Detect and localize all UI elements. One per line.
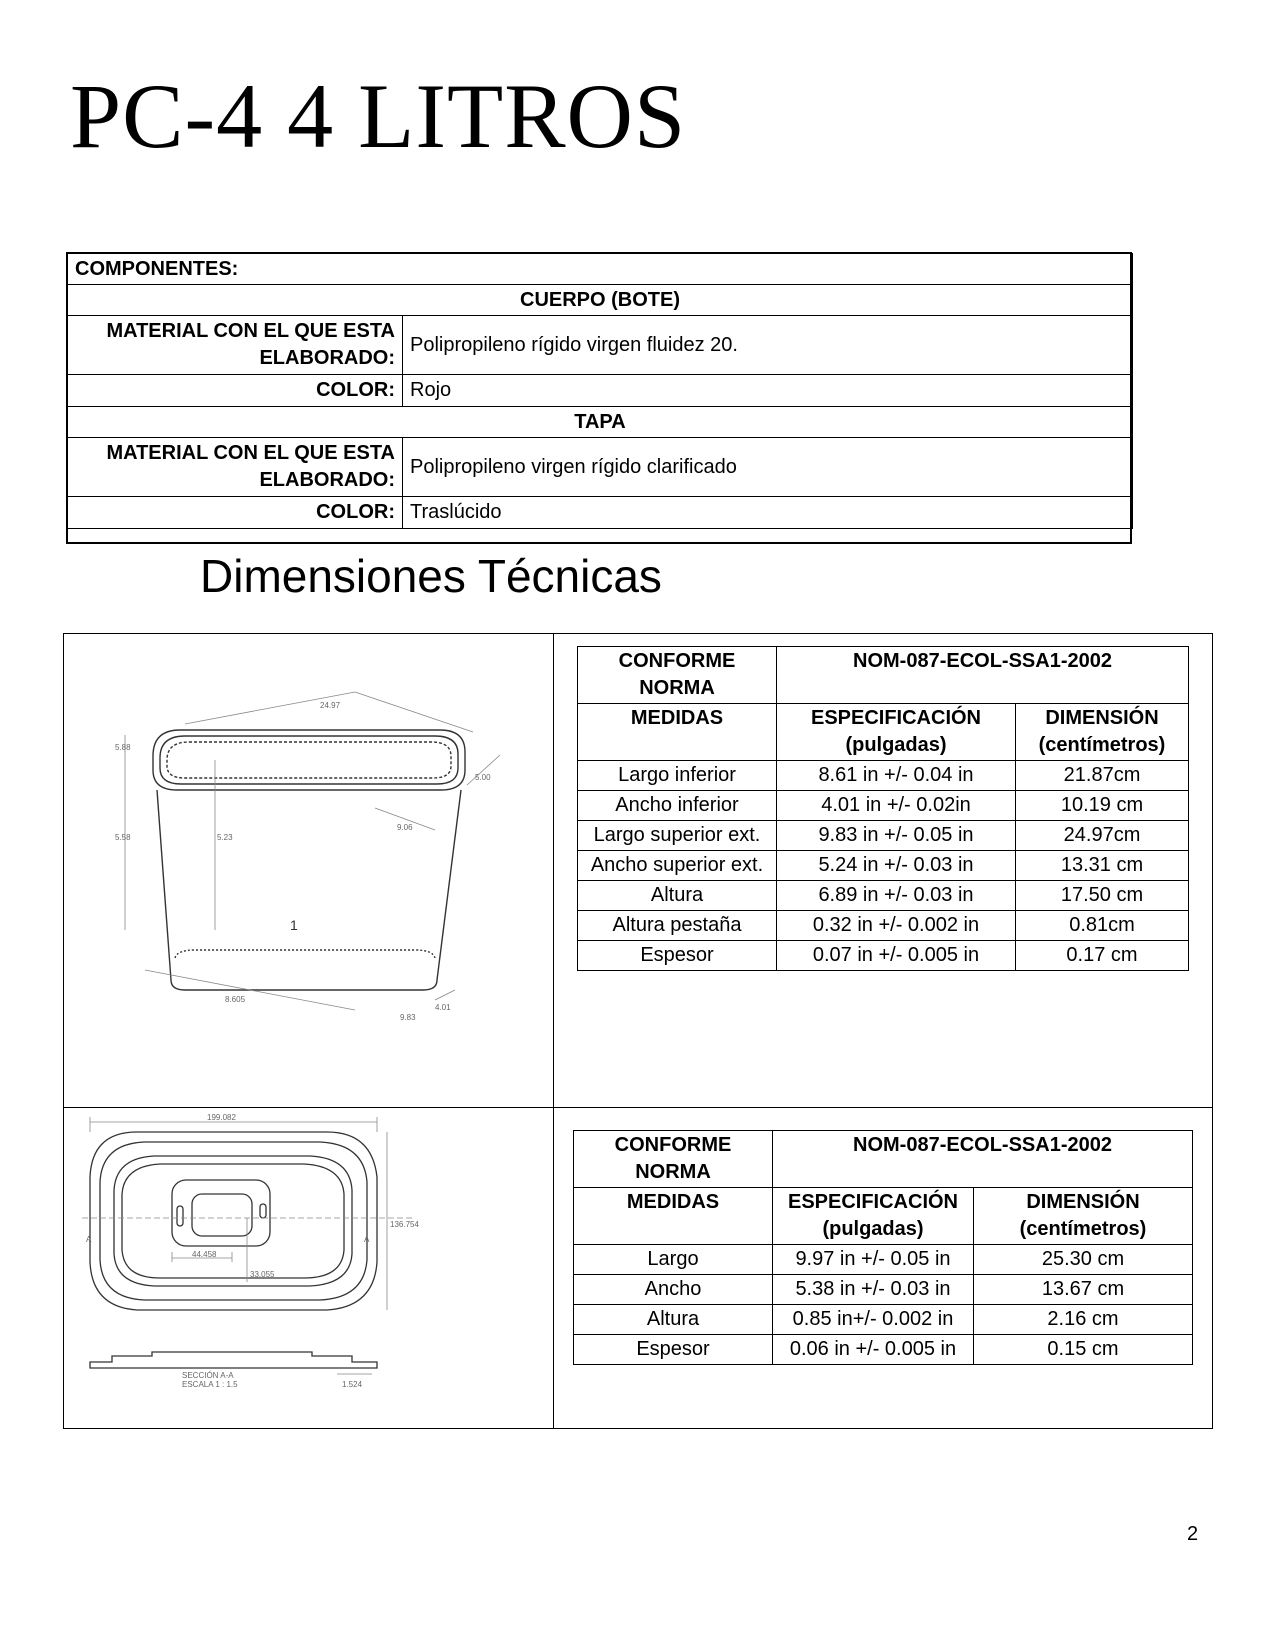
body-dim-width: 5.00	[475, 773, 491, 782]
table-row	[578, 761, 1189, 791]
material-label-line1: MATERIAL CON EL QUE ESTA	[106, 320, 395, 342]
body-dim-inner: 9.06	[397, 823, 413, 832]
lid-dim-length: 199.082	[207, 1113, 236, 1122]
table-row	[68, 438, 1133, 497]
frame-divider-vertical	[553, 633, 554, 1429]
table-row	[578, 704, 1189, 761]
spec-pulgadas: 0.07 in +/- 0.005 in	[777, 941, 1016, 971]
lid-section-header: TAPA	[68, 407, 1133, 438]
spec-medida: Largo	[574, 1245, 773, 1275]
spec-cm: 0.15 cm	[974, 1335, 1193, 1365]
section-marker-left: A	[86, 1235, 92, 1244]
spec-pulgadas: 9.97 in +/- 0.05 in	[773, 1245, 974, 1275]
material-label-line2: ELABORADO:	[259, 469, 395, 491]
material-label-line2: ELABORADO:	[259, 347, 395, 369]
spec-pulgadas: 4.01 in +/- 0.02in	[777, 791, 1016, 821]
table-row	[578, 647, 1189, 704]
table-row	[68, 285, 1133, 316]
conforme-header	[578, 647, 777, 704]
dimension-line1: DIMENSIÓN	[1045, 707, 1159, 729]
especificacion-header	[773, 1188, 974, 1245]
conforme-line1: CONFORME	[618, 650, 736, 672]
table-row	[578, 851, 1189, 881]
spec-medida: Largo inferior	[578, 761, 777, 791]
table-row	[574, 1305, 1193, 1335]
lid-section-label: SECCIÓN A-A	[182, 1371, 234, 1380]
spec-cm: 17.50 cm	[1016, 881, 1189, 911]
body-spec-table	[577, 646, 1189, 971]
especificacion-line1: ESPECIFICACIÓN	[787, 1191, 959, 1213]
color-label: COLOR:	[68, 375, 403, 407]
spec-cm: 0.81cm	[1016, 911, 1189, 941]
especificacion-line1: ESPECIFICACIÓN	[810, 707, 982, 729]
color-label: COLOR:	[68, 497, 403, 529]
lid-dim-slot-width: 33.055	[250, 1270, 275, 1279]
spec-pulgadas: 0.32 in +/- 0.002 in	[777, 911, 1016, 941]
lid-scale-label: ESCALA 1 : 1.5	[182, 1380, 238, 1389]
dimension-header	[1016, 704, 1189, 761]
spec-pulgadas: 9.83 in +/- 0.05 in	[777, 821, 1016, 851]
norma-header: NOM-087-ECOL-SSA1-2002	[773, 1131, 1193, 1188]
spec-medida: Espesor	[574, 1335, 773, 1365]
body-color-value: Rojo	[403, 375, 1133, 407]
norma-header: NOM-087-ECOL-SSA1-2002	[777, 647, 1189, 704]
body-dim-left: 5.88	[115, 743, 131, 752]
conforme-line1: CONFORME	[614, 1134, 732, 1156]
table-row	[574, 1245, 1193, 1275]
spec-cm: 13.67 cm	[974, 1275, 1193, 1305]
body-dim-bottom-width: 4.01	[435, 1003, 451, 1012]
table-row	[68, 254, 1133, 285]
spec-pulgadas: 0.85 in+/- 0.002 in	[773, 1305, 974, 1335]
table-row	[574, 1131, 1193, 1188]
spec-cm: 13.31 cm	[1016, 851, 1189, 881]
spec-pulgadas: 5.38 in +/- 0.03 in	[773, 1275, 974, 1305]
spec-medida: Altura	[574, 1305, 773, 1335]
table-row	[578, 881, 1189, 911]
page-number: 2	[1187, 1523, 1199, 1545]
components-heading: COMPONENTES:	[68, 254, 1133, 285]
spec-pulgadas: 6.89 in +/- 0.03 in	[777, 881, 1016, 911]
frame-divider-horizontal	[63, 1107, 1213, 1108]
table-row	[578, 941, 1189, 971]
lid-spec-table	[573, 1130, 1193, 1365]
page-title: PC-4 4 LITROS	[70, 65, 687, 167]
lid-dim-thickness: 1.524	[342, 1380, 363, 1389]
spec-cm: 24.97cm	[1016, 821, 1189, 851]
spec-medida: Ancho superior ext.	[578, 851, 777, 881]
container-body-drawing	[105, 690, 525, 1020]
section-marker-right: A	[364, 1235, 370, 1244]
material-label	[68, 438, 403, 497]
medidas-header: MEDIDAS	[578, 704, 777, 761]
spec-cm: 0.17 cm	[1016, 941, 1189, 971]
lid-color-value: Traslúcido	[403, 497, 1133, 529]
body-dim-mid: 5.23	[217, 833, 233, 842]
dimension-line2: (centímetros)	[1019, 1218, 1147, 1240]
spec-medida: Espesor	[578, 941, 777, 971]
body-dim-side: 5.58	[115, 833, 131, 842]
spec-cm: 21.87cm	[1016, 761, 1189, 791]
spec-cm: 10.19 cm	[1016, 791, 1189, 821]
table-row	[578, 911, 1189, 941]
table-row	[578, 791, 1189, 821]
table-row	[574, 1335, 1193, 1365]
conforme-header	[574, 1131, 773, 1188]
material-label-line1: MATERIAL CON EL QUE ESTA	[106, 442, 395, 464]
lid-material-value: Polipropileno virgen rígido clarificado	[403, 438, 1133, 497]
body-part-number: 1	[290, 917, 298, 933]
table-row	[68, 375, 1133, 407]
table-row	[578, 821, 1189, 851]
technical-dimensions-heading: Dimensiones Técnicas	[200, 550, 662, 602]
body-material-value: Polipropileno rígido virgen fluidez 20.	[403, 316, 1133, 375]
especificacion-header	[777, 704, 1016, 761]
spec-medida: Altura pestaña	[578, 911, 777, 941]
lid-dim-slot-length: 44.458	[192, 1250, 217, 1259]
components-table	[67, 253, 1133, 529]
dimension-line1: DIMENSIÓN	[1026, 1191, 1140, 1213]
spec-pulgadas: 0.06 in +/- 0.005 in	[773, 1335, 974, 1365]
medidas-header: MEDIDAS	[574, 1188, 773, 1245]
dimension-header	[974, 1188, 1193, 1245]
lid-dim-width: 136.754	[390, 1220, 419, 1229]
spec-medida: Ancho inferior	[578, 791, 777, 821]
spec-cm: 2.16 cm	[974, 1305, 1193, 1335]
body-dim-top: 24.97	[320, 701, 341, 710]
table-row	[68, 407, 1133, 438]
spec-medida: Ancho	[574, 1275, 773, 1305]
lid-drawing	[82, 1112, 422, 1392]
spec-medida: Altura	[578, 881, 777, 911]
conforme-line2: NORMA	[639, 677, 715, 699]
spec-medida: Largo superior ext.	[578, 821, 777, 851]
body-dim-bottom: 8.605	[225, 995, 246, 1004]
especificacion-line2: (pulgadas)	[845, 734, 947, 756]
body-dim-diag: 9.83	[400, 1013, 416, 1020]
table-row	[574, 1188, 1193, 1245]
spec-cm: 25.30 cm	[974, 1245, 1193, 1275]
spec-pulgadas: 5.24 in +/- 0.03 in	[777, 851, 1016, 881]
table-row	[574, 1275, 1193, 1305]
table-row	[68, 316, 1133, 375]
especificacion-line2: (pulgadas)	[822, 1218, 924, 1240]
conforme-line2: NORMA	[635, 1161, 711, 1183]
spec-pulgadas: 8.61 in +/- 0.04 in	[777, 761, 1016, 791]
material-label	[68, 316, 403, 375]
body-section-header: CUERPO (BOTE)	[68, 285, 1133, 316]
table-row	[68, 497, 1133, 529]
dimension-line2: (centímetros)	[1038, 734, 1166, 756]
